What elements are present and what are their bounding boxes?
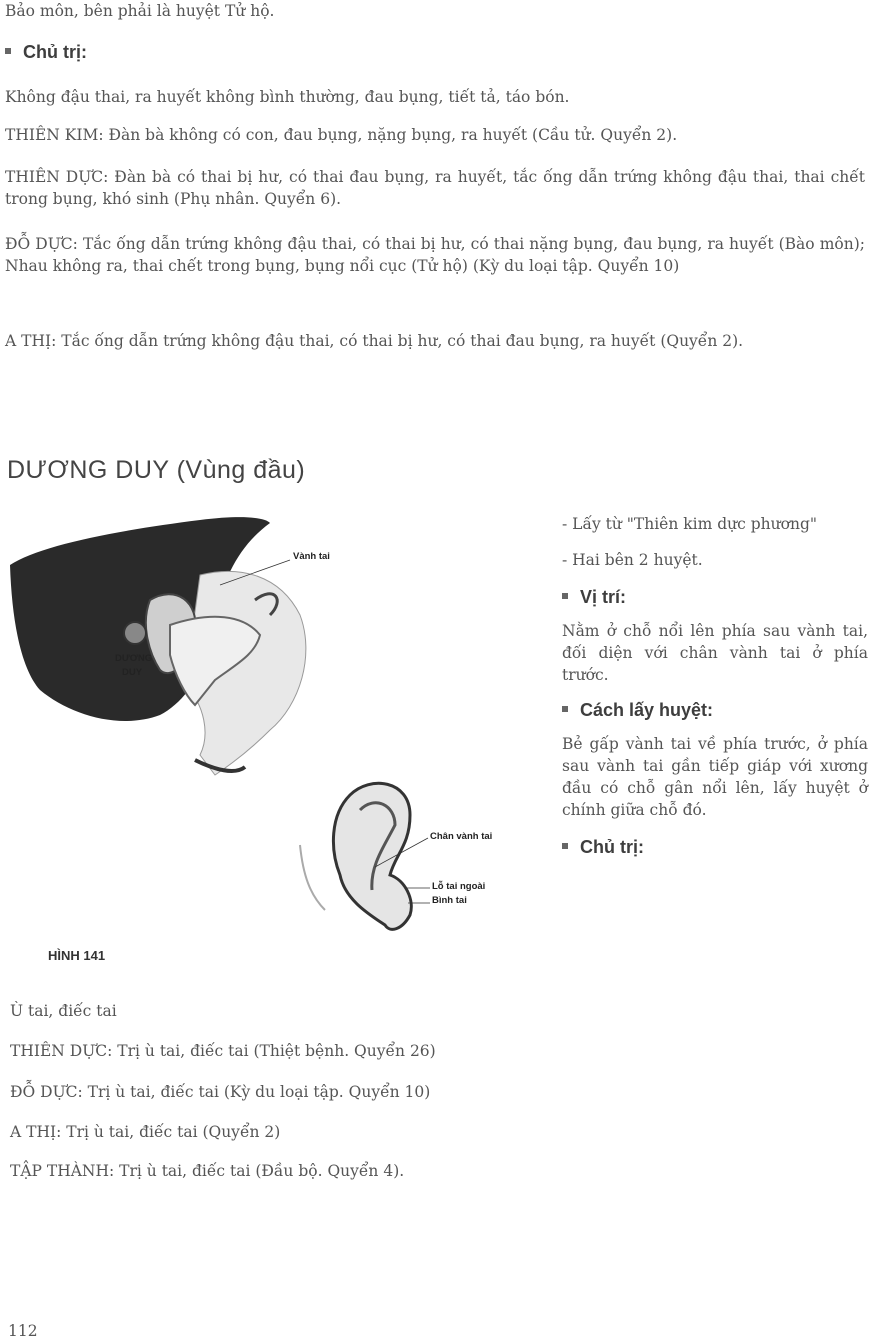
label-duong-duy-2: DUY: [122, 667, 143, 678]
paragraph-5: A THỊ: Tắc ống dẫn trứng không đậu thai, có thai bị hư, có thai đau bụng, ra huyết (Quyển 2).: [5, 332, 744, 350]
line-1: Ù tai, điếc tai: [10, 1002, 117, 1020]
bullet-icon: [562, 593, 568, 599]
page-number: 112: [8, 1322, 38, 1340]
line-2: THIÊN DỰC: Trị ù tai, điếc tai (Thiệt bệnh. Quyển 26): [10, 1042, 436, 1060]
label-binh-tai: Bình tai: [432, 895, 467, 906]
figure-caption: HÌNH 141: [48, 948, 106, 963]
bullet-icon: [562, 706, 568, 712]
label-lo-tai-ngoai: Lỗ tai ngoài: [432, 881, 486, 892]
vi-tri-heading: Vị trí:: [562, 587, 868, 608]
top-line: Bảo môn, bên phải là huyệt Tử hộ.: [5, 2, 275, 20]
bullet-icon: [5, 48, 11, 54]
vi-tri-text: Nằm ở chỗ nổi lên phía sau vành tai, đối diện với chân vành tai ở phía trước.: [562, 622, 868, 684]
line-5: TẬP THÀNH: Trị ù tai, điếc tai (Đầu bộ. Quyển 4).: [10, 1162, 405, 1180]
bullet-icon: [562, 843, 568, 849]
section-title: DƯƠNG DUY (Vùng đầu): [7, 456, 306, 484]
right-column: [562, 513, 868, 858]
chu-tri-heading-2: Chủ trị:: [562, 837, 868, 858]
chu-tri-heading-1: Chủ trị:: [5, 42, 87, 63]
label-duong-duy-1: DƯƠNG: [115, 653, 153, 664]
paragraph-3: THIÊN DỰC: Đàn bà có thai bị hư, có thai đau bụng, ra huyết, tắc ống dẫn trứng không đậu thai, thai chết trong bụng, khó sinh (Phụ nhân. Quyển 6).: [5, 168, 865, 208]
figure-141: [0, 505, 540, 975]
label-vanh-tai: Vành tai: [293, 551, 330, 562]
paragraph-4: ĐỖ DỰC: Tắc ống dẫn trứng không đậu thai, có thai bị hư, có thai nặng bụng, đau bụng, ra huyết (Bào môn); Nhau không ra, thai chết trong bụng, bụng nổi cục (Tử hộ) (Kỳ du loại tập. Quyển 10): [5, 235, 865, 275]
acupoint-marker: [124, 622, 146, 644]
intro-line-1: - Lấy từ "Thiên kim dực phương": [562, 515, 818, 533]
cach-lay-heading: Cách lấy huyệt:: [562, 700, 868, 721]
intro-line-2: - Hai bên 2 huyệt.: [562, 551, 703, 569]
line-4: A THỊ: Trị ù tai, điếc tai (Quyển 2): [10, 1123, 281, 1141]
label-chan-vanh-tai: Chân vành tai: [430, 831, 493, 842]
line-3: ĐỖ DỰC: Trị ù tai, điếc tai (Kỳ du loại tập. Quyển 10): [10, 1083, 431, 1101]
cach-lay-text: Bẻ gấp vành tai về phía trước, ở phía sau vành tai gần tiếp giáp với xương đầu có chỗ gân nổi lên, lấy huyệt ở chính giữa chỗ đó.: [562, 735, 868, 819]
paragraph-1: Không đậu thai, ra huyết không bình thường, đau bụng, tiết tả, táo bón.: [5, 88, 570, 106]
ear-outline-mark: [300, 845, 325, 910]
ear-diagram: [333, 783, 411, 929]
paragraph-2: THIÊN KIM: Đàn bà không có con, đau bụng, nặng bụng, ra huyết (Cầu tử. Quyển 2).: [5, 126, 678, 144]
